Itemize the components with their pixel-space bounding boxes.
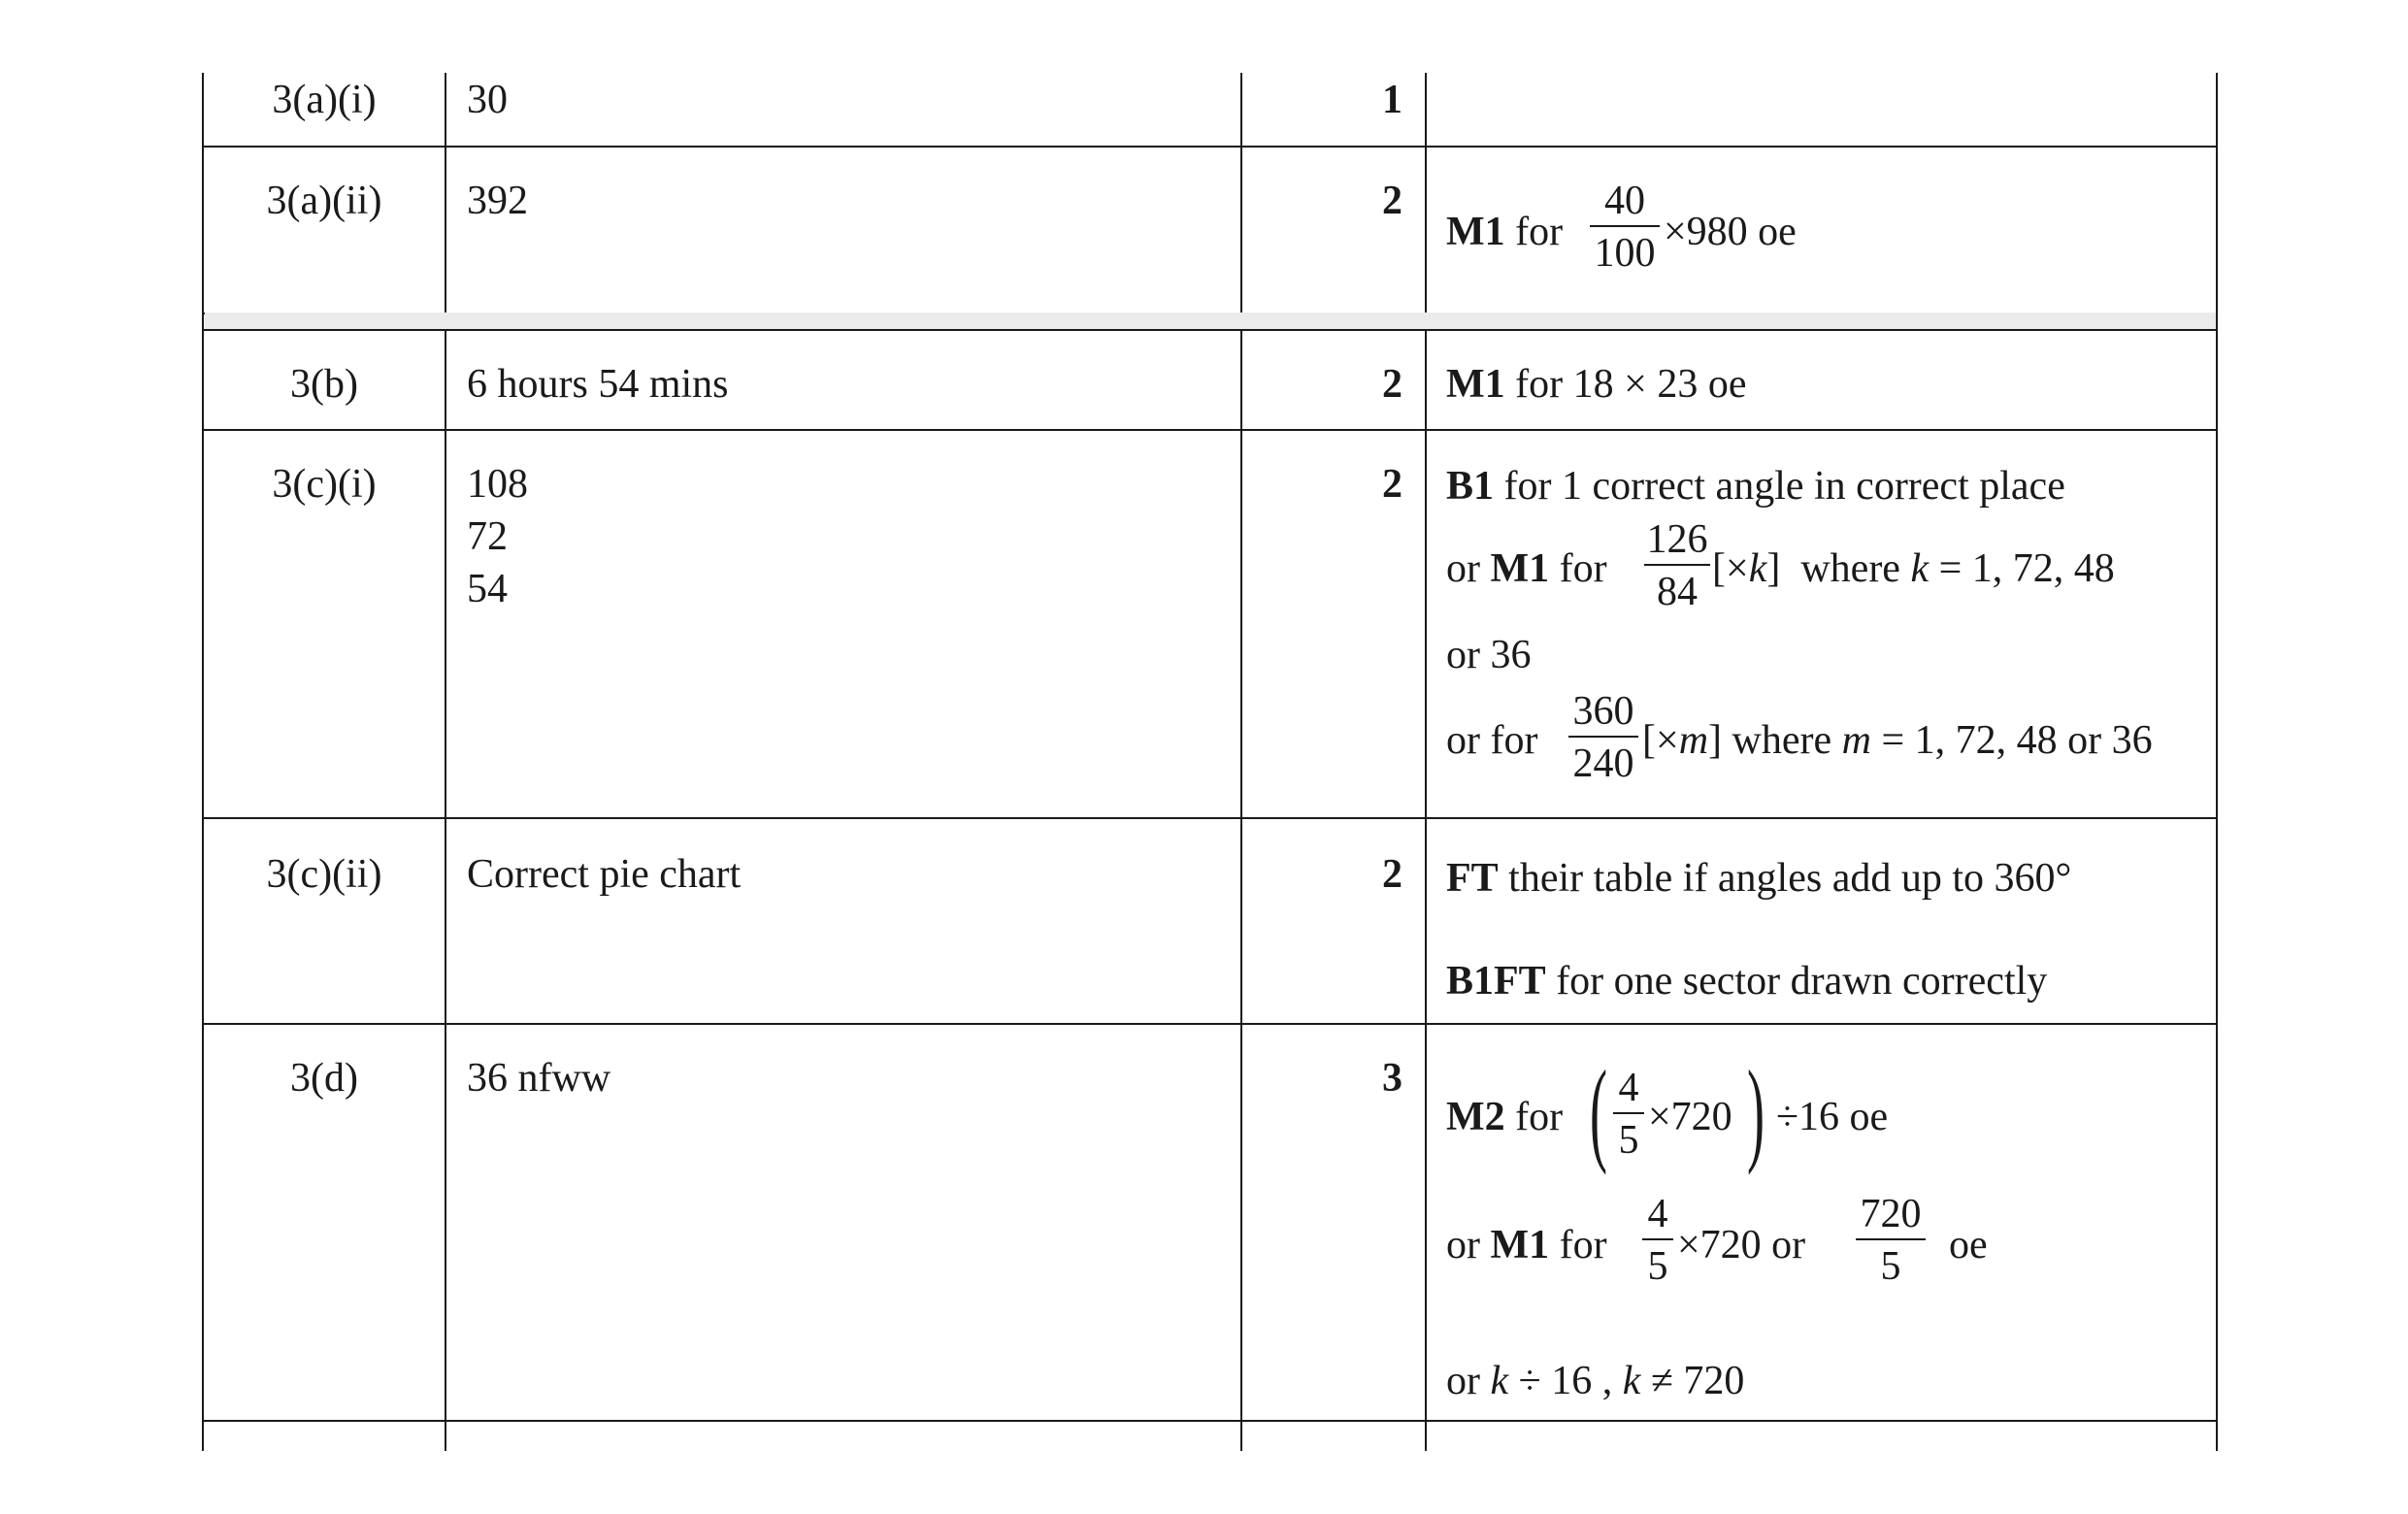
column-divider-question — [445, 73, 446, 1451]
guidance-text: = 1, 72, 48 or 36 — [1881, 718, 2153, 763]
guidance-text: [× — [1642, 718, 1679, 763]
guidance-text: for 1 correct angle in correct place — [1503, 464, 2065, 509]
denominator: 240 — [1572, 741, 1634, 786]
answer-cell: 30 — [467, 78, 508, 122]
guidance-text: ×720 — [1648, 1095, 1732, 1139]
column-divider-answer — [1240, 73, 1242, 1451]
mark-code: B1FT — [1446, 959, 1546, 1004]
guidance-text: oe — [1949, 1223, 1988, 1267]
row-divider — [203, 429, 2218, 431]
question-number: 3(b) — [290, 362, 358, 407]
answer-line: 54 — [467, 567, 508, 611]
row-divider — [203, 1420, 2218, 1422]
mark-code: M1 — [1446, 362, 1505, 407]
column-divider-marks — [1425, 73, 1427, 1451]
answer-line: 108 — [467, 462, 528, 507]
fraction-bar — [1613, 1112, 1644, 1114]
row-divider — [203, 329, 2218, 331]
guidance-text: ] — [1766, 546, 1781, 591]
mark-code: M1 — [1490, 1223, 1550, 1267]
denominator: 100 — [1594, 231, 1656, 276]
fraction-bar — [1856, 1238, 1926, 1240]
guidance-line — [1712, 548, 2115, 589]
marks-cell: 2 — [1382, 362, 1402, 407]
fraction-bar — [1644, 564, 1710, 566]
variable: k — [1622, 1359, 1641, 1403]
guidance-text: or — [1446, 1223, 1480, 1267]
row-divider — [203, 146, 2218, 148]
fraction — [1644, 519, 1710, 612]
answer-cell: Correct pie chart — [467, 852, 742, 897]
mark-code: M1 — [1490, 546, 1550, 591]
fraction — [1642, 1194, 1673, 1287]
question-number: 3(a)(ii) — [266, 179, 382, 223]
guidance-text: ≠ 720 — [1650, 1359, 1745, 1403]
answer-line: 72 — [467, 514, 508, 559]
mark-code: M1 — [1446, 210, 1505, 254]
guidance-text: for — [1515, 1095, 1564, 1139]
guidance-text: ÷ 16 , — [1518, 1359, 1613, 1403]
guidance-line — [1446, 961, 2047, 1002]
guidance-text: their table if angles add up to 360° — [1508, 856, 2072, 901]
fraction — [1568, 691, 1638, 784]
guidance-line: or for — [1446, 718, 1538, 763]
numerator: 40 — [1604, 179, 1645, 223]
variable: m — [1678, 718, 1709, 763]
question-number: 3(c)(ii) — [266, 852, 382, 897]
guidance-cell — [1446, 364, 1746, 405]
answer-cell: 392 — [467, 179, 528, 223]
denominator: 5 — [1618, 1118, 1639, 1163]
open-paren: ( — [1590, 1046, 1607, 1175]
guidance-text: [× — [1712, 546, 1749, 591]
row-divider — [203, 1023, 2218, 1025]
variable: k — [1748, 546, 1767, 591]
guidance-line — [1446, 1361, 1744, 1401]
guidance-line — [1446, 1097, 1563, 1137]
denominator: 84 — [1657, 570, 1698, 614]
marks-cell: 2 — [1382, 179, 1402, 223]
answer-cell: 36 nfww — [467, 1056, 611, 1101]
marks-cell: 1 — [1382, 78, 1402, 122]
guidance-line — [1446, 858, 2071, 899]
mark-code: M2 — [1446, 1095, 1505, 1139]
row-divider — [203, 817, 2218, 819]
guidance-text: where — [1732, 718, 1832, 763]
marks-cell: 2 — [1382, 462, 1402, 507]
fraction — [1856, 1194, 1926, 1287]
denominator: 5 — [1880, 1244, 1901, 1289]
guidance-line — [1642, 720, 2153, 761]
fraction-bar — [1642, 1238, 1673, 1240]
guidance-text: for — [1559, 1223, 1607, 1267]
variable: k — [1490, 1359, 1509, 1403]
guidance-text: or — [1446, 546, 1480, 591]
denominator: 5 — [1647, 1244, 1668, 1289]
mark-code: B1 — [1446, 464, 1495, 509]
fraction-bar — [1590, 225, 1660, 227]
guidance-text: or — [1446, 1359, 1480, 1403]
question-number: 3(c)(i) — [272, 462, 377, 507]
variable: m — [1841, 718, 1871, 763]
guidance-line — [1446, 548, 1607, 589]
guidance-line: or 36 — [1446, 633, 1532, 677]
guidance-text: where — [1800, 546, 1900, 591]
variable: k — [1910, 546, 1930, 591]
marks-cell: 2 — [1382, 852, 1402, 897]
guidance-text: for — [1515, 210, 1564, 254]
table-border-right — [2216, 73, 2218, 1451]
table-border-left — [202, 73, 204, 1451]
question-number: 3(d) — [290, 1056, 358, 1101]
mark-code: FT — [1446, 856, 1499, 901]
fraction-bar — [1568, 736, 1638, 738]
guidance-line — [1446, 466, 2065, 507]
guidance-text: ×980 oe — [1664, 210, 1797, 254]
answer-cell: 6 hours 54 mins — [467, 362, 729, 407]
fraction — [1590, 181, 1660, 274]
guidance-text: = 1, 72, 48 — [1938, 546, 2115, 591]
guidance-line — [1446, 1225, 1607, 1266]
numerator: 360 — [1572, 689, 1634, 734]
guidance-line — [1446, 212, 1563, 252]
guidance-text: ×720 or — [1677, 1223, 1806, 1267]
numerator: 4 — [1647, 1192, 1668, 1236]
guidance-text: ] — [1708, 718, 1723, 763]
marks-cell: 3 — [1382, 1056, 1402, 1101]
numerator: 4 — [1618, 1066, 1639, 1110]
guidance-text: for one sector drawn correctly — [1556, 959, 2048, 1004]
numerator: 126 — [1646, 517, 1708, 562]
question-number: 3(a)(i) — [272, 78, 377, 122]
numerator: 720 — [1860, 1192, 1922, 1236]
close-paren: ) — [1747, 1046, 1765, 1175]
row-gap-band — [205, 313, 2216, 329]
guidance-text: for 18 × 23 oe — [1515, 362, 1747, 407]
guidance-text: ÷16 oe — [1776, 1095, 1889, 1139]
guidance-text: for — [1559, 546, 1607, 591]
fraction — [1613, 1068, 1644, 1161]
